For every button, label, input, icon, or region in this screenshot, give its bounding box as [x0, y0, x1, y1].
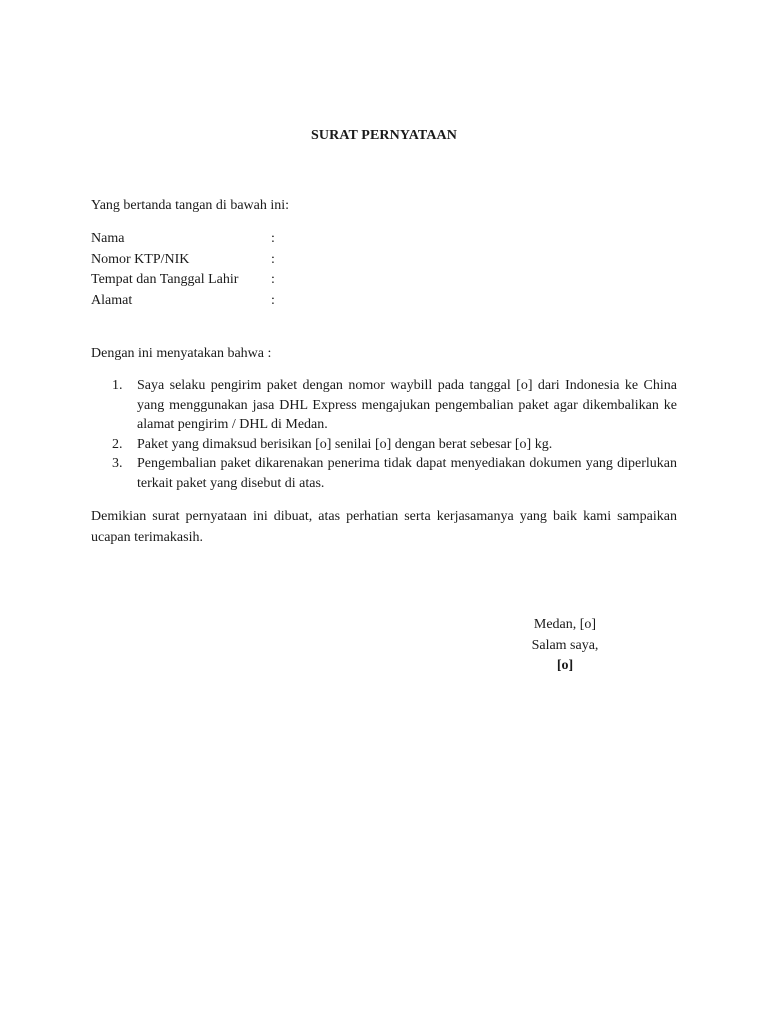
- list-item-text: Paket yang dimaksud berisikan [o] senilai [o] dengan berat sebesar [o] kg.: [137, 436, 553, 452]
- field-label-nik: Nomor KTP/NIK: [91, 251, 190, 267]
- list-item-text: Saya selaku pengirim paket dengan nomor waybill pada tanggal [o] dari Indonesia ke China yang menggunakan jasa DHL Express mengajukan pengembalian paket agar dikembalikan ke alamat pengirim / DHL di Medan.: [137, 378, 677, 433]
- field-separator: :: [271, 272, 275, 288]
- document-title: SURAT PERNYATAAN: [311, 128, 457, 143]
- statement-list: [91, 376, 677, 494]
- signature-block: [490, 615, 640, 677]
- field-row-nama: [91, 229, 391, 250]
- closing-paragraph: Demikian surat pernyataan ini dibuat, atas perhatian serta kerjasamanya yang baik kami sampaikan ucapan terimakasih.: [91, 509, 677, 545]
- signature-place-date: Medan, [o]: [533, 617, 597, 632]
- field-separator: :: [271, 231, 275, 246]
- field-separator: :: [271, 293, 275, 309]
- field-row-nik: [91, 250, 391, 271]
- field-label-alamat: Alamat: [91, 293, 133, 309]
- field-label-ttl: Tempat dan Tanggal Lahir: [91, 272, 239, 288]
- signature-name: [o]: [556, 658, 574, 673]
- list-item: [91, 376, 677, 435]
- list-item-number: 3.: [112, 456, 123, 472]
- signature-greeting: Salam saya,: [531, 637, 599, 653]
- intro-text: Yang bertanda tangan di bawah ini:: [91, 198, 290, 213]
- field-label-nama: Nama: [91, 231, 125, 246]
- statement-intro: Dengan ini menyatakan bahwa :: [91, 346, 272, 361]
- list-item-number: 1.: [112, 378, 123, 393]
- identity-fields: [91, 229, 391, 312]
- field-separator: :: [271, 251, 275, 267]
- list-item-number: 2.: [112, 436, 123, 452]
- list-item: [91, 454, 677, 493]
- list-item-text: Pengembalian paket dikarenakan penerima tidak dapat menyediakan dokumen yang diperlukan terkait paket yang disebut di atas.: [137, 456, 677, 491]
- field-row-alamat: [91, 291, 391, 312]
- field-row-ttl: [91, 270, 391, 291]
- list-item: [91, 435, 677, 455]
